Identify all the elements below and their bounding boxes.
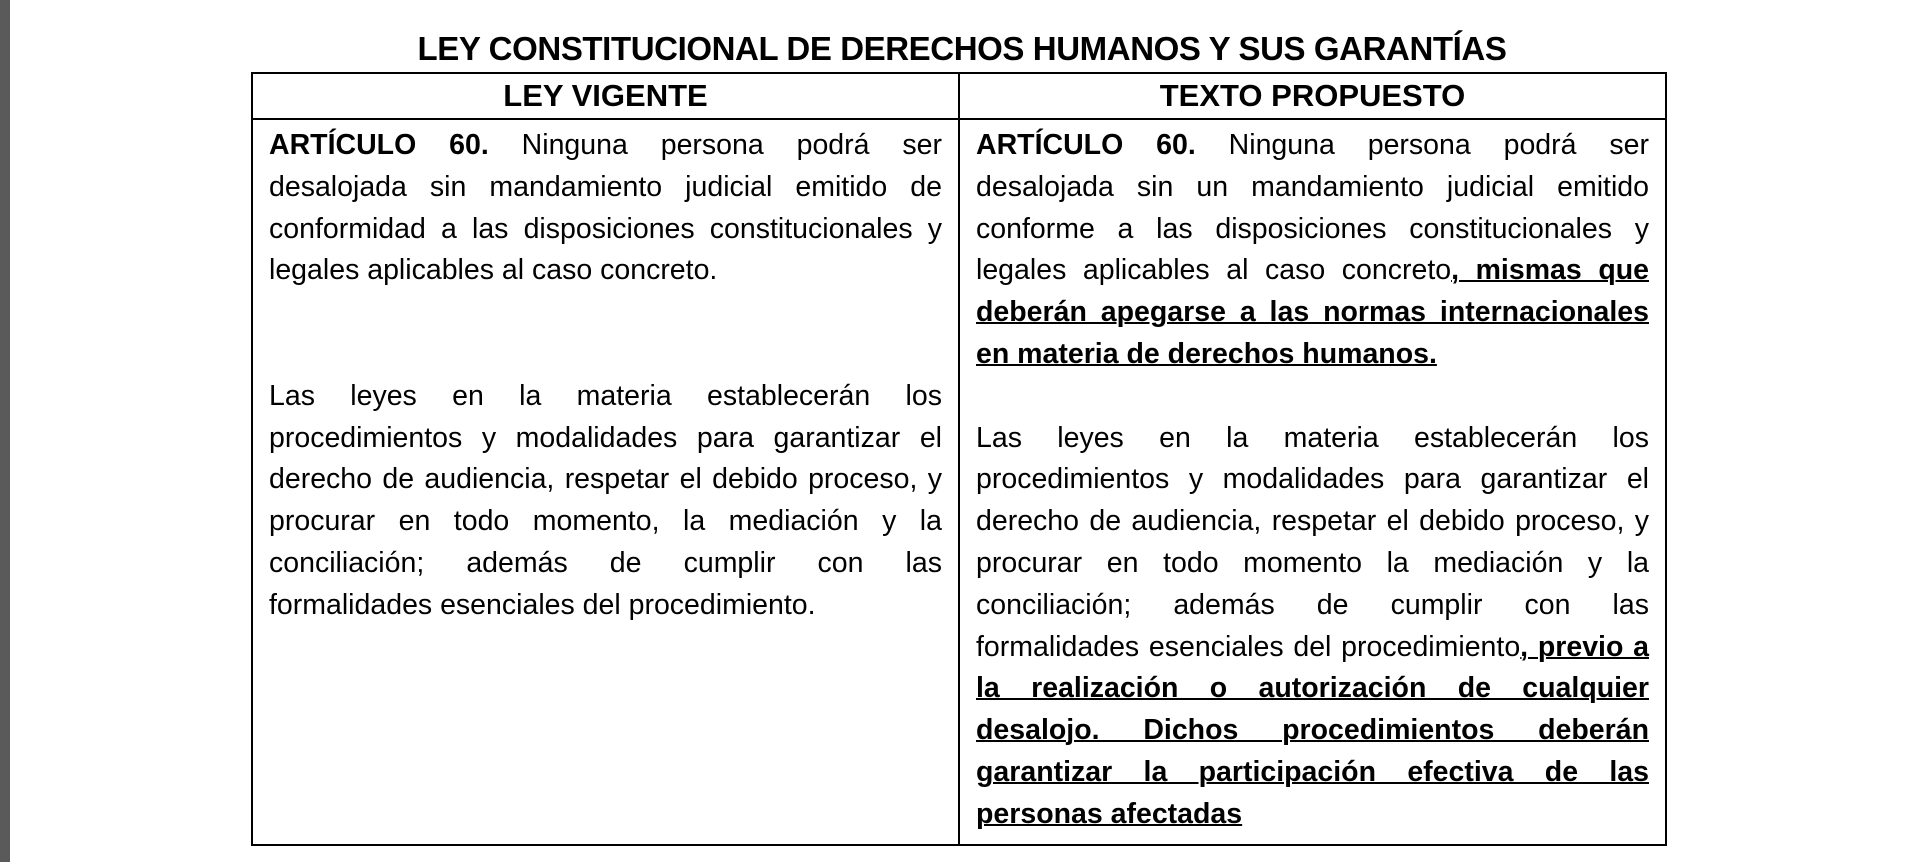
paragraph-text: Ninguna persona podrá ser desalojada sin mandamiento judicial emitido de conformidad a las disposiciones constitucionales y legales aplicables al caso concreto. (269, 129, 942, 287)
paragraph-spacer (269, 292, 942, 376)
ley-vigente-paragraph-2: Las leyes en la materia establecerán los procedimientos y modalidades para garantizar el derecho de audiencia, respetar el debido proceso, y procurar en todo momento, la mediación y la conciliación; además de cumplir con las formalidades esenciales del procedimiento. (269, 379, 942, 621)
ley-vigente-paragraph-1 (269, 125, 942, 292)
table-row (252, 119, 1666, 845)
column-header-texto-propuesto: TEXTO PROPUESTO (959, 73, 1666, 119)
column-header-ley-vigente: LEY VIGENTE (252, 73, 959, 119)
ley-vigente-cell (252, 119, 959, 845)
table-header-row (252, 73, 1666, 119)
paragraph-text: Ninguna persona podrá ser desalojada sin un mandamiento judicial emitido conforme a las disposiciones constitucionales y legales aplicables al caso concreto (976, 129, 1649, 287)
texto-propuesto-paragraph-2 (976, 418, 1649, 836)
article-label: ARTÍCULO 60. (976, 129, 1196, 161)
document-title: LEY CONSTITUCIONAL DE DERECHOS HUMANOS Y SUS GARANTÍAS (417, 30, 1507, 67)
document-page (10, 0, 1914, 862)
texto-propuesto-cell (959, 119, 1666, 845)
added-text: , mismas que deberán apegarse a las normas internacionales en materia de derechos humanos. (976, 254, 1649, 370)
texto-propuesto-paragraph-1 (976, 125, 1649, 376)
paragraph-text: Las leyes en la materia establecerán los procedimientos y modalidades para garantizar el derecho de audiencia, respetar el debido proceso, y procurar en todo momento la mediación y la conciliación; además de cumplir con las formalidades esenciales del procedimiento (976, 421, 1649, 663)
added-text: , previo a la realización o autorización de cualquier desalojo. Dichos procedimientos deberán garantizar la participación efectiva de las personas afectadas (976, 630, 1649, 830)
comparison-table (251, 72, 1667, 846)
article-label: ARTÍCULO 60. (269, 129, 489, 161)
